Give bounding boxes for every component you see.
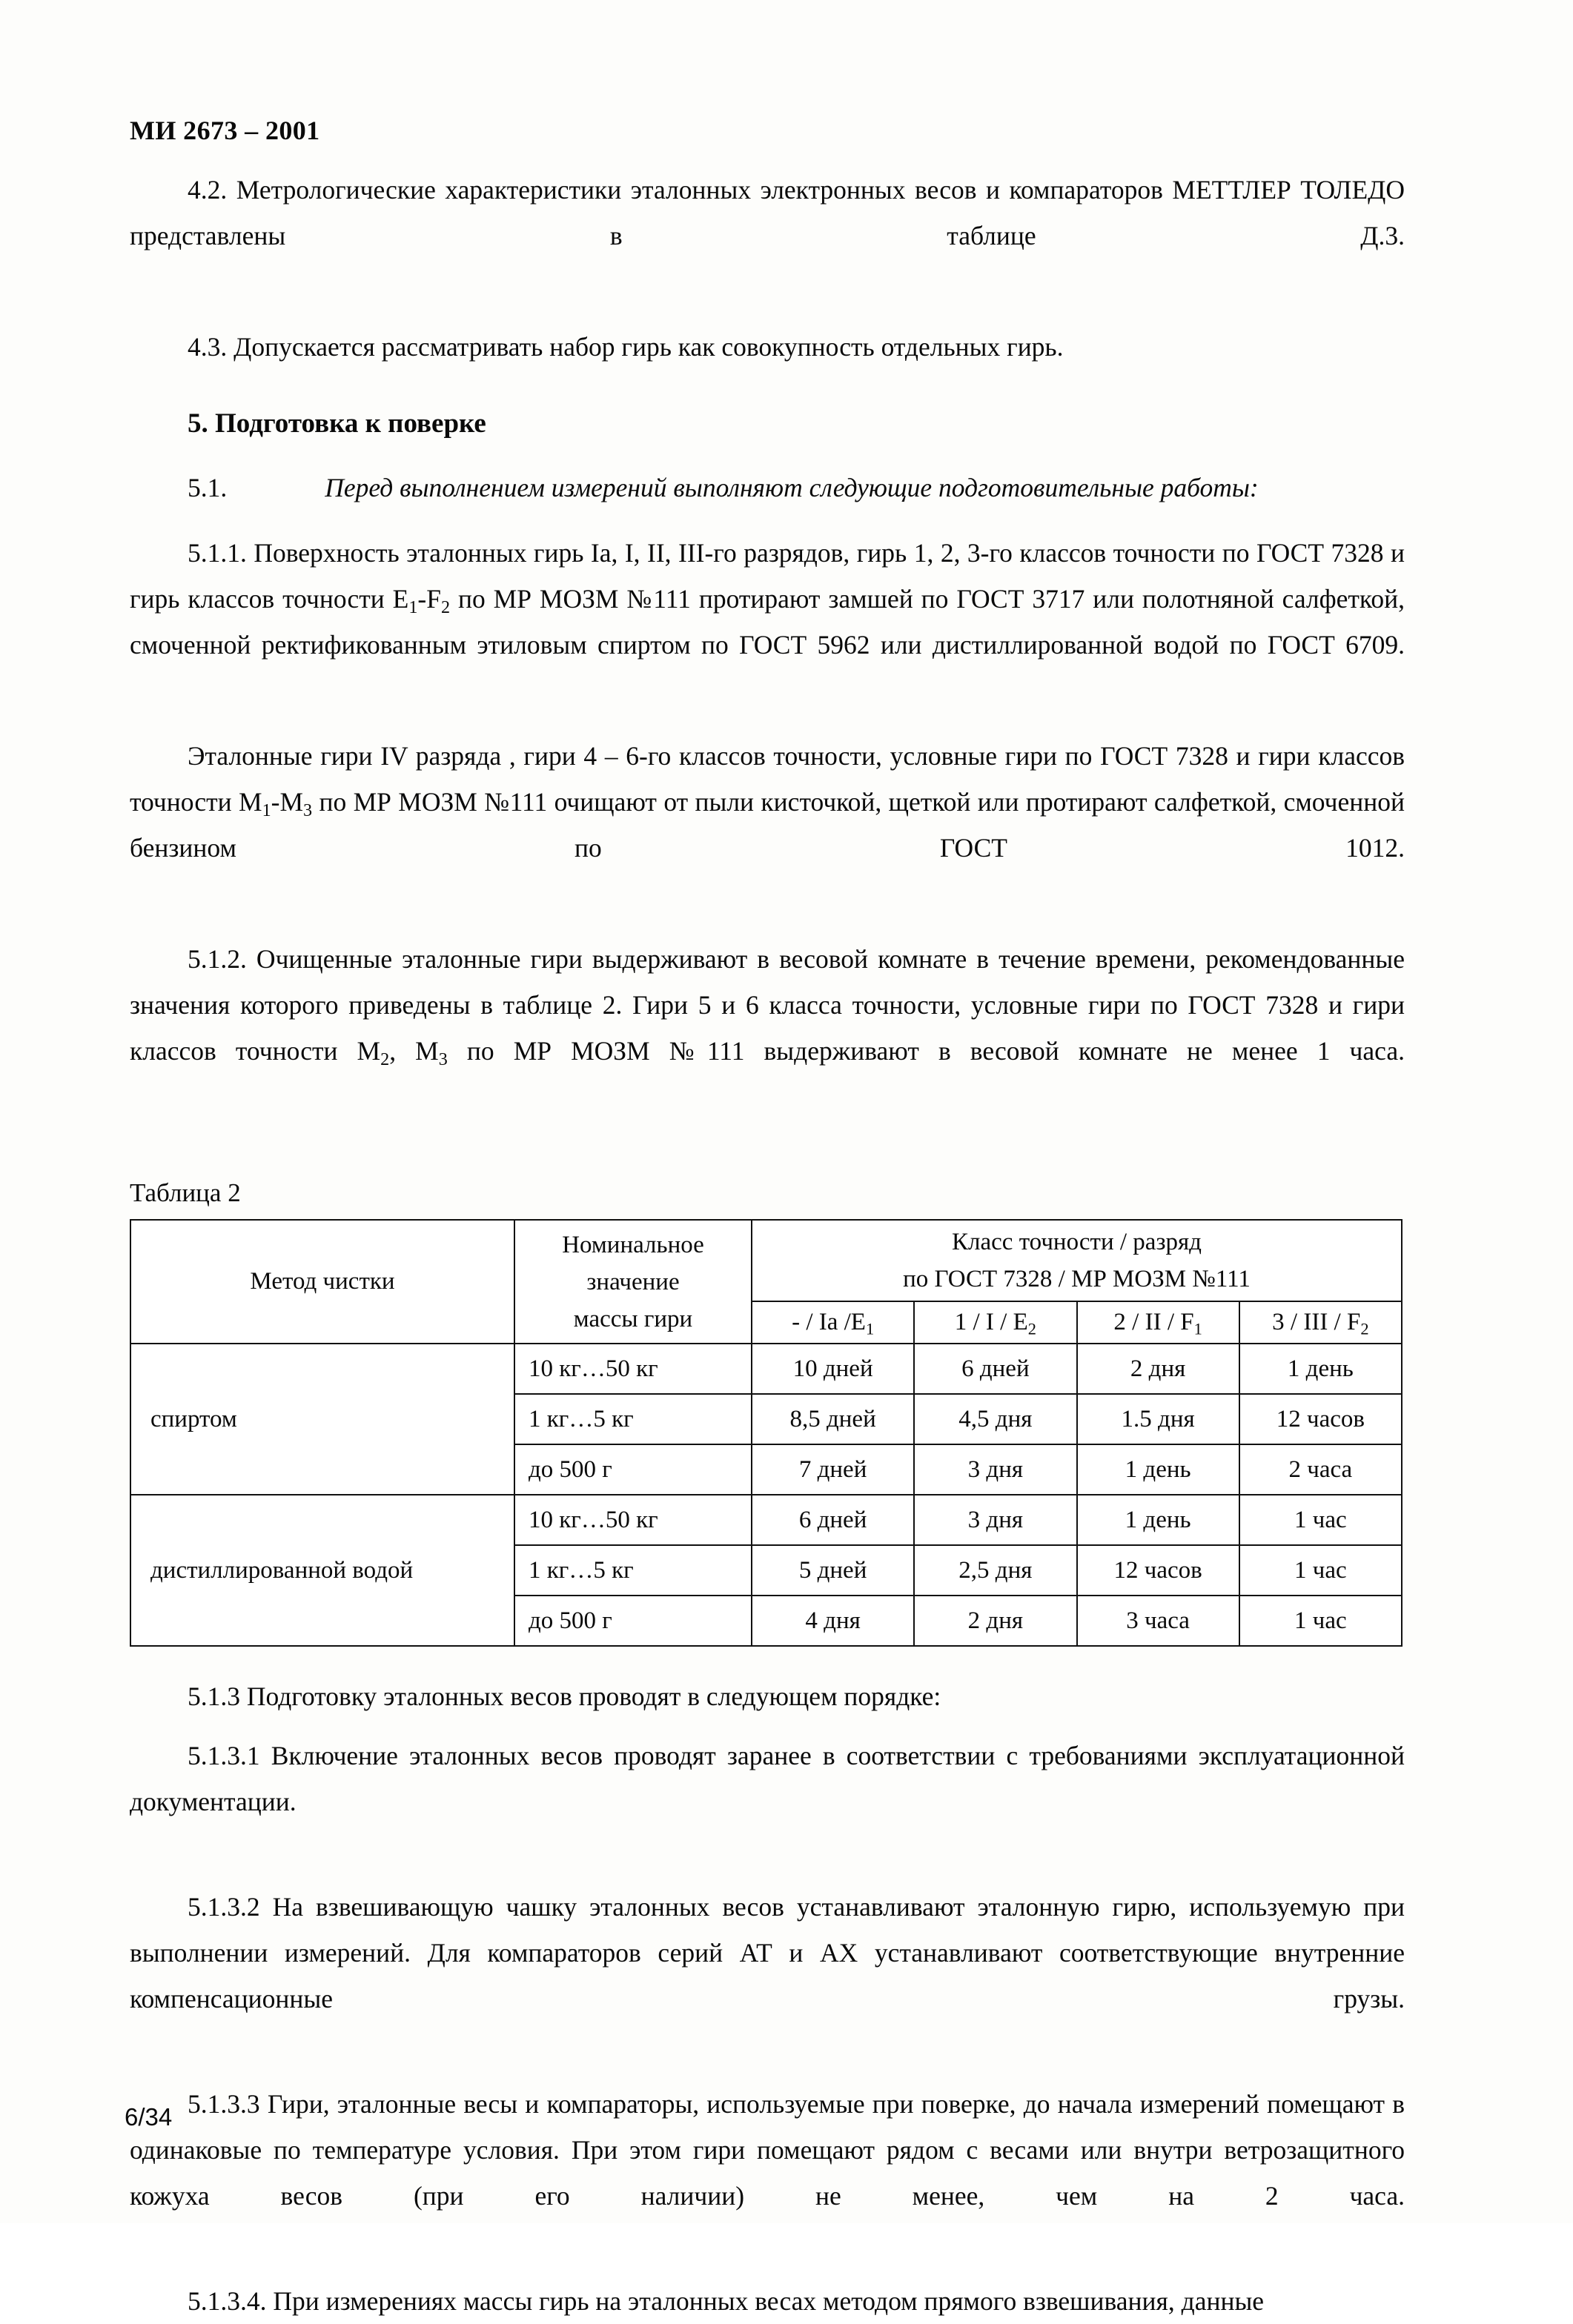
header-nominal-line-3: массы гири bbox=[573, 1305, 693, 1332]
cell-method-distilled-water: дистиллированной водой bbox=[130, 1495, 514, 1646]
paragraph-5-1-3-2: 5.1.3.2 На взвешивающую чашку эталонных весов устанавливают эталонную гирю, используемую при выполнении измерений. Для компараторов серий АТ и АХ устанавливают соответствующие внутренние компенсационные грузы. bbox=[130, 1892, 1405, 2013]
header-class-line-1: Класс точности / разряд bbox=[952, 1229, 1202, 1255]
spacer bbox=[130, 917, 1405, 936]
spacer bbox=[130, 1719, 1405, 1733]
header-grade-0-prefix: - / Ia /E bbox=[792, 1309, 866, 1335]
spacer bbox=[130, 511, 1405, 530]
paragraph-5-1-3: 5.1.3 Подготовку эталонных весов проводят в следующем порядке: bbox=[188, 1681, 941, 1711]
header-nominal-line-1: Номинальное bbox=[562, 1231, 704, 1258]
table-header-row-1 bbox=[130, 1220, 1402, 1301]
cell-value: 7 дней bbox=[752, 1444, 914, 1495]
paragraph-4-2: 4.2. Метрологические характеристики эталонных электронных весов и компараторов МЕТТЛЕР ТОЛЕДО представлены в таблице Д.3. bbox=[130, 175, 1405, 250]
cell-value: 1 час bbox=[1239, 1596, 1402, 1646]
header-class-line-2: по ГОСТ 7328 / МР МОЗМ №111 bbox=[903, 1266, 1251, 1292]
cell-value: 3 часа bbox=[1077, 1596, 1239, 1646]
header-grade-3-prefix: 3 / III / F bbox=[1272, 1309, 1361, 1335]
paragraph-5-1-1-part-c: по МР МОЗМ №111 протирают замшей по ГОСТ 3717 или полотняной салфеткой, смоченной ректификованным этиловым спиртом по ГОСТ 5962 или дистиллированной водой по ГОСТ 6709. bbox=[130, 584, 1405, 660]
cell-nominal: 1 кг…5 кг bbox=[514, 1545, 752, 1596]
paragraph-5-1-3-1: 5.1.3.1 Включение эталонных весов проводят заранее в соответствии с требованиями эксплуатационной документации. bbox=[130, 1741, 1405, 1816]
cell-nominal: 10 кг…50 кг bbox=[514, 1344, 752, 1394]
spacer bbox=[130, 2265, 1405, 2278]
cell-value: 8,5 дней bbox=[752, 1394, 914, 1444]
paragraph-5-1-2-part-a: 5.1.2. Очищенные эталонные гири выдерживают в весовой комнате в течение времени, рекомендованные значения которого приведены в таблице 2. Гири 5 и 6 класса точности, условные гири по ГОСТ 7328 и гири классов точности M bbox=[130, 944, 1405, 1066]
paragraph-5-1-3-4: 5.1.3.4. При измерениях массы гирь на эталонных весах методом прямого взвешивания, данные bbox=[188, 2286, 1265, 2316]
header-grade-2 bbox=[1077, 1301, 1239, 1344]
spacer bbox=[130, 1152, 1405, 1175]
cell-value: 1 день bbox=[1239, 1344, 1402, 1394]
cell-value: 10 дней bbox=[752, 1344, 914, 1394]
spacer bbox=[130, 1647, 1405, 1673]
table-row bbox=[130, 1344, 1402, 1394]
cell-value: 1 час bbox=[1239, 1545, 1402, 1596]
paragraph-5-1-2 bbox=[130, 936, 1405, 1120]
header-class-group bbox=[752, 1220, 1402, 1301]
cell-value: 6 дней bbox=[752, 1495, 914, 1545]
spacer bbox=[130, 2068, 1405, 2081]
header-grade-2-sub: 1 bbox=[1193, 1319, 1202, 1338]
cell-nominal: 10 кг…50 кг bbox=[514, 1495, 752, 1545]
cell-value: 1 день bbox=[1077, 1495, 1239, 1545]
cell-value: 4,5 дня bbox=[914, 1394, 1076, 1444]
cell-value: 3 дня bbox=[914, 1444, 1076, 1495]
cell-value: 1 день bbox=[1077, 1444, 1239, 1495]
subscript-m3: 3 bbox=[303, 800, 313, 820]
cell-value: 12 часов bbox=[1239, 1394, 1402, 1444]
cell-value: 5 дней bbox=[752, 1545, 914, 1596]
spacer bbox=[130, 1120, 1405, 1152]
table-row bbox=[130, 1495, 1402, 1545]
subscript-m2: 2 bbox=[380, 1049, 390, 1069]
paragraph-5-1-2-part-b: , M bbox=[389, 1036, 439, 1066]
cell-method-alcohol: спиртом bbox=[130, 1344, 514, 1495]
cell-nominal: до 500 г bbox=[514, 1444, 752, 1495]
paragraph-5-1-number: 5.1. bbox=[188, 473, 228, 502]
spacer bbox=[130, 714, 1405, 733]
header-grade-0-sub: 1 bbox=[865, 1319, 875, 1338]
subscript-m3-second: 3 bbox=[438, 1049, 448, 1069]
running-head: МИ 2673 – 2001 bbox=[130, 116, 320, 145]
paragraph-etalon-part-a: Эталонные гири IV разряда , гири 4 – 6-го классов точности, условные гири по ГОСТ 7328 и гири классов точности M bbox=[130, 741, 1405, 817]
cell-value: 1 час bbox=[1239, 1495, 1402, 1545]
spacer bbox=[130, 445, 1405, 465]
cell-value: 2 часа bbox=[1239, 1444, 1402, 1495]
cell-value: 4 дня bbox=[752, 1596, 914, 1646]
cell-value: 2,5 дня bbox=[914, 1545, 1076, 1596]
table-caption: Таблица 2 bbox=[130, 1178, 241, 1207]
cell-value: 6 дней bbox=[914, 1344, 1076, 1394]
header-method: Метод чистки bbox=[130, 1220, 514, 1344]
page-folio: 6/34 bbox=[125, 2103, 173, 2131]
spacer bbox=[130, 1870, 1405, 1884]
table-cleaning-times bbox=[130, 1219, 1403, 1647]
cell-value: 3 дня bbox=[914, 1495, 1076, 1545]
cell-value: 2 дня bbox=[1077, 1344, 1239, 1394]
header-grade-3 bbox=[1239, 1301, 1402, 1344]
header-grade-0 bbox=[752, 1301, 914, 1344]
subscript-e1: 1 bbox=[408, 597, 418, 617]
header-nominal bbox=[514, 1220, 752, 1344]
page-content bbox=[130, 167, 1405, 2324]
spacer bbox=[130, 305, 1405, 324]
header-grade-1 bbox=[914, 1301, 1076, 1344]
subscript-m1: 1 bbox=[262, 800, 271, 820]
spacer bbox=[130, 370, 1405, 402]
header-grade-1-sub: 2 bbox=[1027, 1319, 1036, 1338]
subscript-f2: 2 bbox=[440, 597, 451, 617]
paragraph-5-1-3-3: 5.1.3.3 Гири, эталонные весы и компараторы, используемые при поверке, до начала измерений помещают в одинаковые по температуре условия. При этом гири помещают рядом с весами или внутри ветрозащитного кожуха весов (при его наличии) не менее, чем на 2 часа. bbox=[130, 2089, 1405, 2211]
cell-value: 2 дня bbox=[914, 1596, 1076, 1646]
header-nominal-line-2: значение bbox=[586, 1268, 680, 1295]
paragraph-5-1-1 bbox=[130, 530, 1405, 714]
cell-nominal: до 500 г bbox=[514, 1596, 752, 1646]
cell-value: 12 часов bbox=[1077, 1545, 1239, 1596]
header-grade-3-sub: 2 bbox=[1360, 1319, 1369, 1338]
paragraph-etalon-part-c: по МР МОЗМ №111 очищают от пыли кисточкой, щеткой или протирают салфеткой, смоченной бензином по ГОСТ 1012. bbox=[130, 787, 1405, 863]
paragraph-5-1-1-part-b: -F bbox=[417, 584, 441, 614]
header-grade-1-prefix: 1 / I / E bbox=[954, 1309, 1028, 1335]
paragraph-5-1 bbox=[130, 465, 1405, 511]
paragraph-5-1-text: Перед выполнением измерений выполняют следующие подготовительные работы: bbox=[325, 473, 1259, 502]
header-grade-2-prefix: 2 / II / F bbox=[1113, 1309, 1194, 1335]
paragraph-etalon-part-b: -M bbox=[271, 787, 304, 817]
paragraph-5-1-2-part-c: по МР МОЗМ №111 выдерживают в весовой комнате не менее 1 часа. bbox=[447, 1036, 1405, 1066]
cell-value: 1.5 дня bbox=[1077, 1394, 1239, 1444]
paragraph-4-3: 4.3. Допускается рассматривать набор гирь как совокупность отдельных гирь. bbox=[188, 332, 1064, 362]
paragraph-5-1-1-part-a: 5.1.1. Поверхность эталонных гирь Ia, I, II, III-го разрядов, гирь 1, 2, 3-го классов точности по ГОСТ 7328 и гирь классов точности E bbox=[130, 538, 1405, 614]
cell-nominal: 1 кг…5 кг bbox=[514, 1394, 752, 1444]
section-heading-5: 5. Подготовка к поверке bbox=[188, 408, 486, 439]
paragraph-etalon-iv bbox=[130, 733, 1405, 917]
